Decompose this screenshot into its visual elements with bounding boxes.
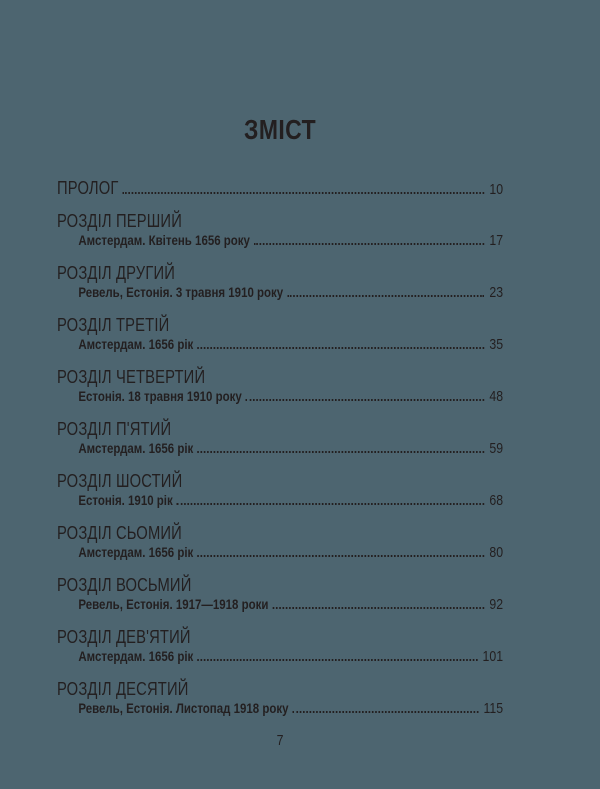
toc-entry-heading-row xyxy=(57,178,503,198)
toc-entry-subtitle-row xyxy=(57,387,503,406)
chapter-subtitle: Амстердам. 1656 рік xyxy=(78,336,194,352)
chapter-subtitle: Ревель, Естонія. Листопад 1918 року xyxy=(78,700,289,716)
toc-entry xyxy=(57,178,503,198)
chapter-subtitle: Естонія. 18 травня 1910 року xyxy=(78,388,242,404)
chapter-heading: РОЗДІЛ ТРЕТІЙ xyxy=(57,315,170,335)
dot-leader xyxy=(197,555,484,557)
dot-leader xyxy=(293,711,479,713)
dot-leader xyxy=(246,399,485,401)
toc-entry-subtitle-row xyxy=(57,699,503,718)
chapter-heading: РОЗДІЛ ДЕСЯТИЙ xyxy=(57,679,189,699)
toc-entry-heading-row xyxy=(57,471,503,491)
dot-leader xyxy=(177,503,485,505)
condensed-wrapper xyxy=(57,112,503,751)
content-column xyxy=(57,112,503,751)
toc-list xyxy=(57,178,503,718)
chapter-subtitle: Амстердам. Квітень 1656 року xyxy=(78,232,250,248)
page-title: ЗМІСТ xyxy=(244,114,317,145)
page-number: 68 xyxy=(489,492,504,509)
toc-entry xyxy=(57,523,503,562)
page-number: 115 xyxy=(483,700,504,717)
chapter-subtitle: Амстердам. 1656 рік xyxy=(78,648,194,664)
toc-entry-subtitle-row xyxy=(57,231,503,250)
page-number: 92 xyxy=(489,596,504,613)
dot-leader xyxy=(254,243,484,245)
chapter-heading: РОЗДІЛ СЬОМИЙ xyxy=(57,523,182,543)
toc-entry-heading-row xyxy=(57,263,503,283)
chapter-heading: РОЗДІЛ ЧЕТВЕРТИЙ xyxy=(57,367,206,387)
toc-entry-heading-row xyxy=(57,627,503,647)
toc-entry xyxy=(57,575,503,614)
toc-entry-heading-row xyxy=(57,211,503,231)
page-number: 48 xyxy=(489,388,504,405)
toc-entry-heading-row xyxy=(57,315,503,335)
toc-entry-subtitle-row xyxy=(57,283,503,302)
toc-entry-subtitle-row xyxy=(57,595,503,614)
toc-entry-heading-row xyxy=(57,575,503,595)
toc-entry xyxy=(57,471,503,510)
chapter-subtitle: Амстердам. 1656 рік xyxy=(78,440,194,456)
toc-entry xyxy=(57,419,503,458)
dot-leader xyxy=(197,659,477,661)
chapter-heading: РОЗДІЛ ДРУГИЙ xyxy=(57,263,176,283)
toc-entry-subtitle-row xyxy=(57,543,503,562)
page-number: 80 xyxy=(489,544,504,561)
chapter-heading: ПРОЛОГ xyxy=(57,178,119,198)
toc-entry xyxy=(57,315,503,354)
chapter-subtitle: Ревель, Естонія. 1917—1918 роки xyxy=(78,596,269,612)
dot-leader xyxy=(287,295,484,297)
page-number: 59 xyxy=(489,440,504,457)
chapter-subtitle: Амстердам. 1656 рік xyxy=(78,544,194,560)
dot-leader xyxy=(123,192,485,194)
toc-entry xyxy=(57,679,503,718)
toc-entry-heading-row xyxy=(57,367,503,387)
dot-leader xyxy=(197,347,484,349)
page-number: 101 xyxy=(482,648,504,665)
chapter-subtitle: Ревель, Естонія. 3 травня 1910 року xyxy=(78,284,284,300)
page-number: 10 xyxy=(489,181,504,198)
toc-entry xyxy=(57,211,503,250)
chapter-heading: РОЗДІЛ П'ЯТИЙ xyxy=(57,419,172,439)
toc-entry-subtitle-row xyxy=(57,491,503,510)
chapter-subtitle: Естонія. 1910 рік xyxy=(78,492,173,508)
toc-entry xyxy=(57,367,503,406)
chapter-heading: РОЗДІЛ ПЕРШИЙ xyxy=(57,211,182,231)
dot-leader xyxy=(197,451,484,453)
dot-leader xyxy=(273,607,485,609)
toc-entry-heading-row xyxy=(57,679,503,699)
page-number: 23 xyxy=(489,284,504,301)
page-number: 17 xyxy=(489,232,504,249)
toc-entry-subtitle-row xyxy=(57,335,503,354)
chapter-heading: РОЗДІЛ ВОСЬМИЙ xyxy=(57,575,192,595)
toc-entry-subtitle-row xyxy=(57,647,503,666)
toc-entry-heading-row xyxy=(57,523,503,543)
toc-entry-heading-row xyxy=(57,419,503,439)
chapter-heading: РОЗДІЛ ШОСТИЙ xyxy=(57,471,183,491)
footer-page-number: 7 xyxy=(276,732,284,749)
toc-entry xyxy=(57,263,503,302)
toc-entry xyxy=(57,627,503,666)
page-number: 35 xyxy=(489,336,504,353)
chapter-heading: РОЗДІЛ ДЕВ'ЯТИЙ xyxy=(57,627,191,647)
toc-entry-subtitle-row xyxy=(57,439,503,458)
